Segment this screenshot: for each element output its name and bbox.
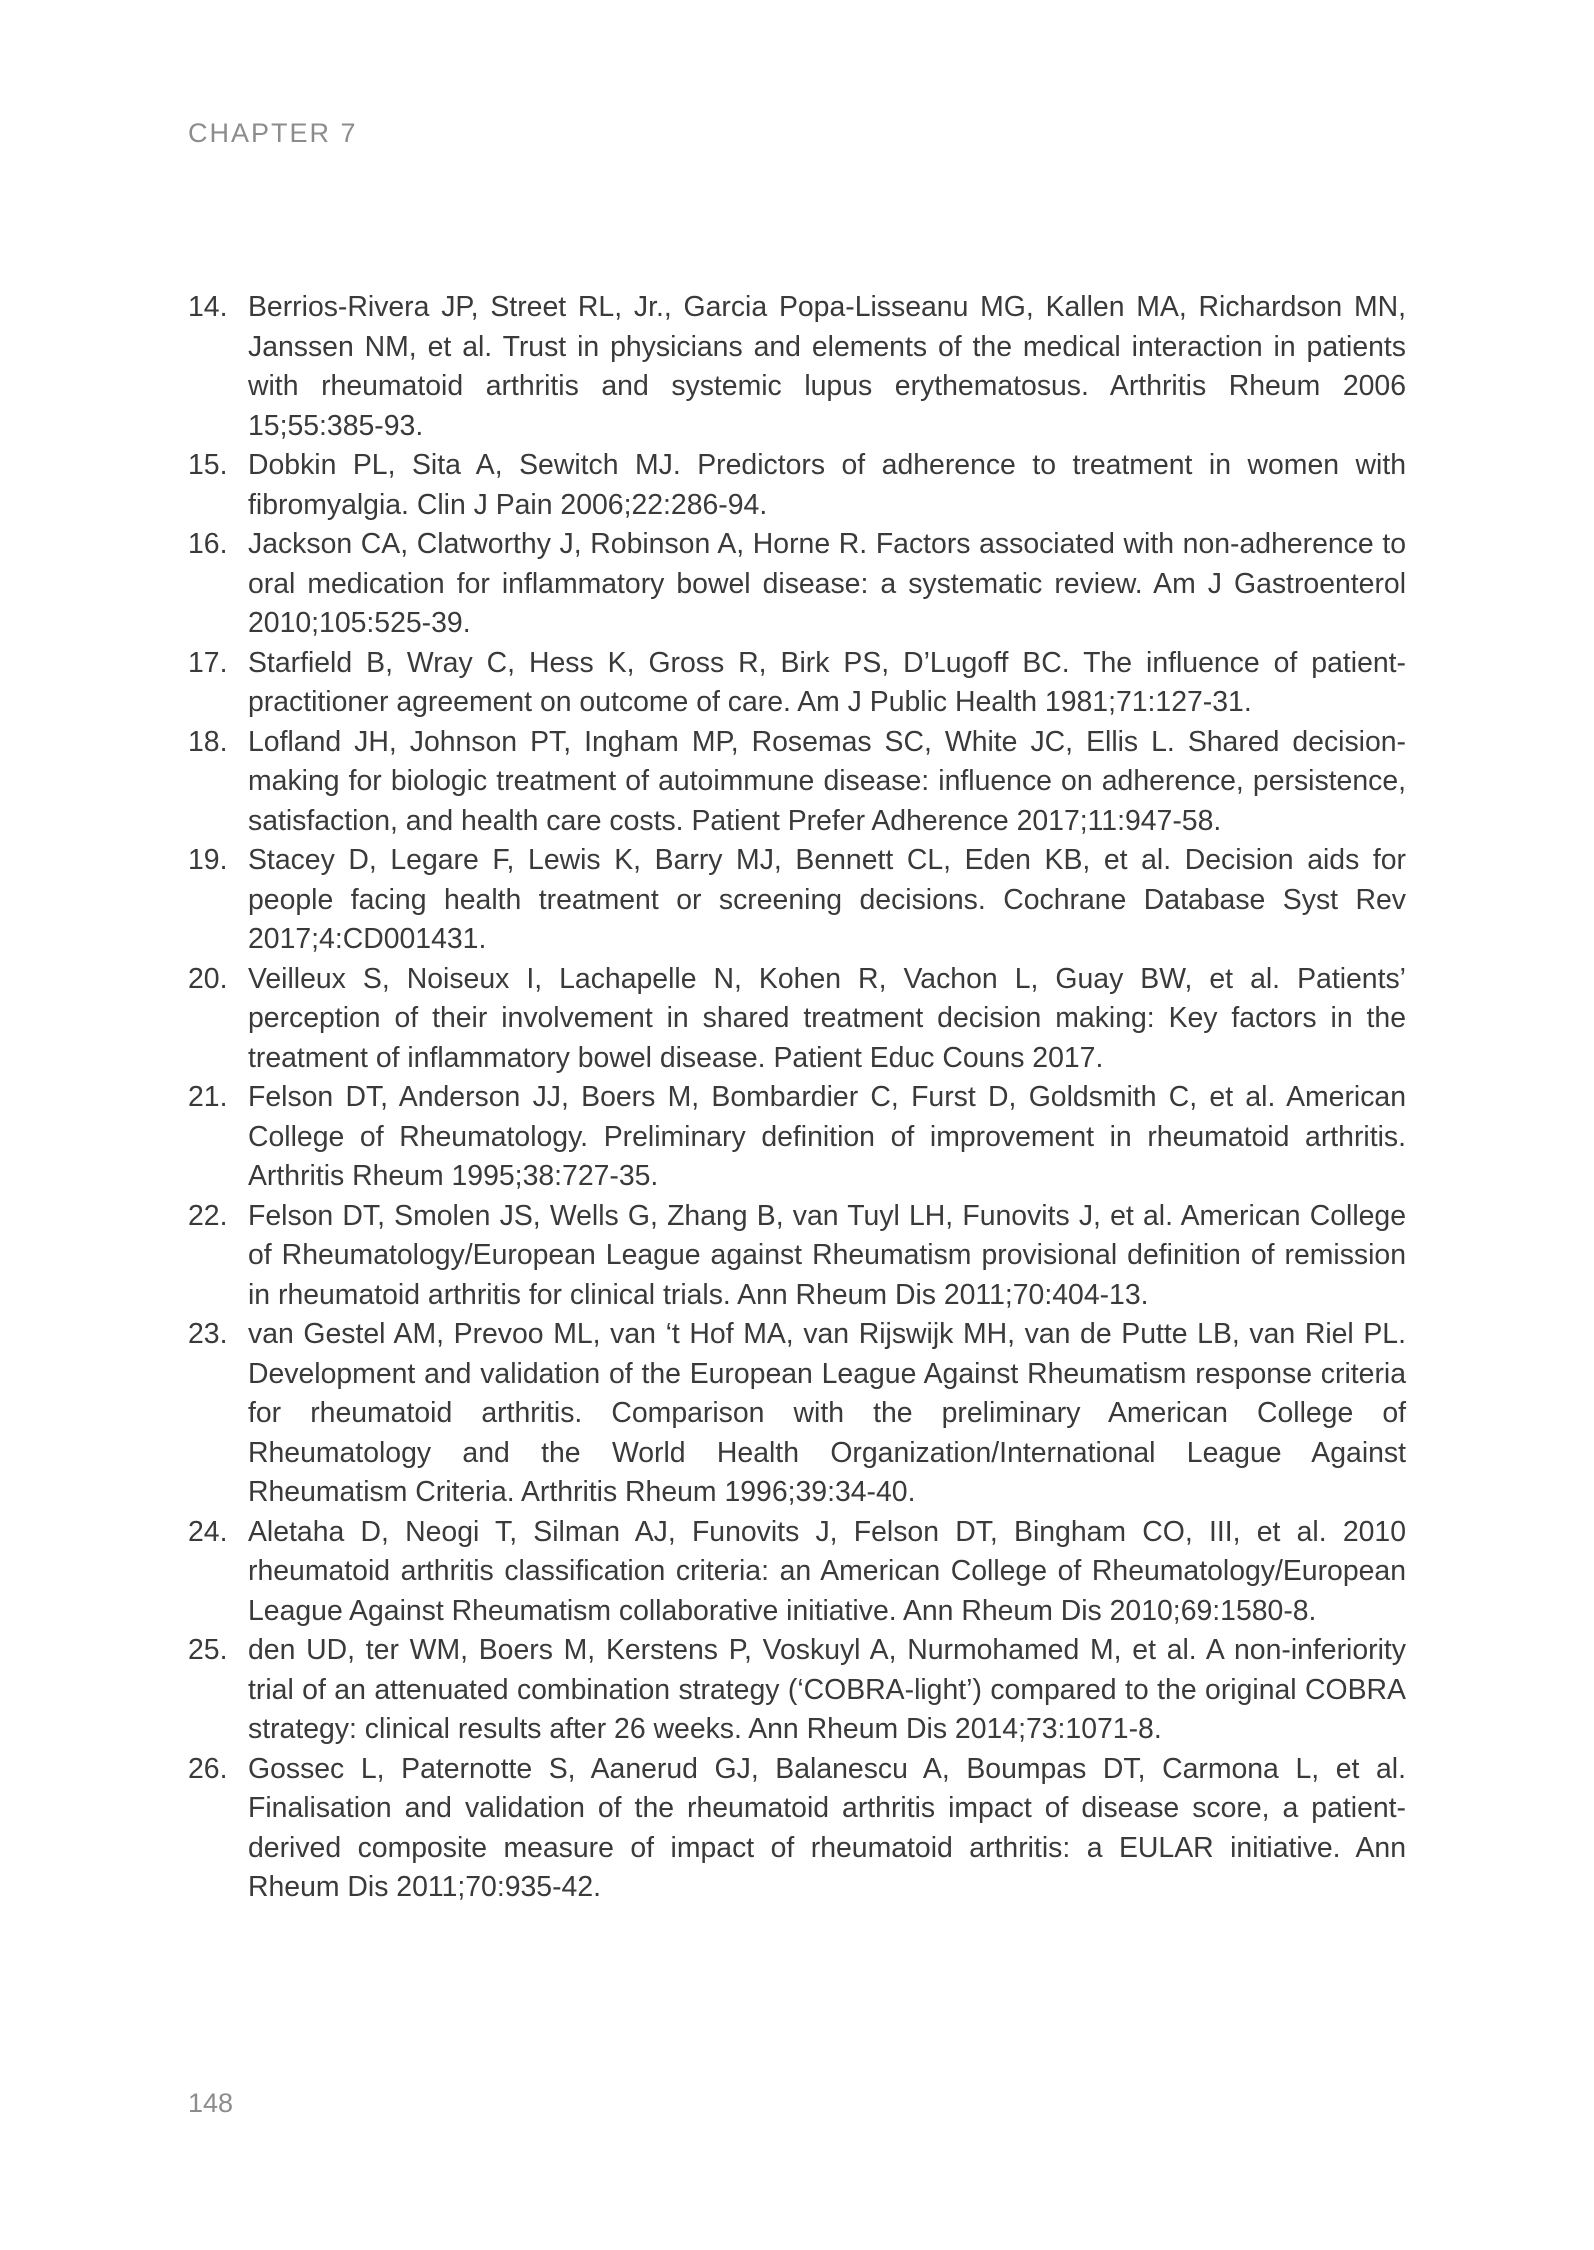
reference-number: 17. bbox=[188, 646, 228, 679]
reference-text: Berrios-Rivera JP, Street RL, Jr., Garcia Popa-Lisseanu MG, Kallen MA, Richardson MN, Janssen NM, et al. Trust in physicians and elements of the medical interaction in patients with rheumatoid arthritis and systemic lupus erythematosus. Arthritis Rheum 2006 15;55:385-93. bbox=[248, 291, 1406, 442]
reference-number: 25. bbox=[188, 1634, 228, 1666]
reference-item bbox=[188, 841, 1406, 960]
reference-number: 20. bbox=[188, 962, 228, 995]
reference-number: 18. bbox=[188, 725, 228, 758]
reference-text: Felson DT, Anderson JJ, Boers M, Bombardier C, Furst D, Goldsmith C, et al. American College of Rheumatology. Preliminary definition of improvement in rheumatoid arthritis. Arthritis Rheum 1995;38:727-35. bbox=[248, 1081, 1406, 1192]
reference-item bbox=[188, 644, 1406, 723]
reference-item bbox=[188, 446, 1406, 525]
reference-text: Lofland JH, Johnson PT, Ingham MP, Rosemas SC, White JC, Ellis L. Shared decision-making for biologic treatment of autoimmune disease: influence on adherence, persistence, satisfaction, and health care costs. Patient Prefer Adherence 2017;11:947-58. bbox=[248, 725, 1406, 837]
reference-number: 24. bbox=[188, 1515, 228, 1548]
reference-item bbox=[188, 1078, 1406, 1197]
reference-text: Gossec L, Paternotte S, Aanerud GJ, Balanescu A, Boumpas DT, Carmona L, et al. Finalisation and validation of the rheumatoid arthritis impact of disease score, a patient-derived composite measure of impact of rheumatoid arthritis: a EULAR initiative. Ann Rheum Dis 2011;70:935-42. bbox=[248, 1752, 1406, 1903]
reference-text: Stacey D, Legare F, Lewis K, Barry MJ, Bennett CL, Eden KB, et al. Decision aids for people facing health treatment or screening decisions. Cochrane Database Syst Rev 2017;4:CD001431. bbox=[248, 844, 1406, 955]
reference-number: 19. bbox=[188, 844, 228, 876]
reference-text: den UD, ter WM, Boers M, Kerstens P, Voskuyl A, Nurmohamed M, et al. A non-inferiority trial of an attenuated combination strategy (‘COBRA-light’) compared to the original COBRA strategy: clinical results after 26 weeks. Ann Rheum Dis 2014;73:1071-8. bbox=[248, 1634, 1406, 1745]
reference-item bbox=[188, 1513, 1406, 1632]
reference-number: 21. bbox=[188, 1081, 228, 1113]
reference-text: Starfield B, Wray C, Hess K, Gross R, Birk PS, D’Lugoff BC. The influence of patient-practitioner agreement on outcome of care. Am J Public Health 1981;71:127-31. bbox=[248, 646, 1406, 718]
reference-item bbox=[188, 723, 1406, 842]
reference-text: Felson DT, Smolen JS, Wells G, Zhang B, van Tuyl LH, Funovits J, et al. American College of Rheumatology/European League against Rheumatism provisional definition of remission in rheumatoid arthritis for clinical trials. Ann Rheum Dis 2011;70:404-13. bbox=[248, 1199, 1406, 1311]
reference-number: 14. bbox=[188, 291, 228, 323]
reference-item bbox=[188, 1315, 1406, 1513]
page-number: 148 bbox=[188, 2088, 234, 2118]
reference-number: 16. bbox=[188, 528, 228, 560]
reference-number: 22. bbox=[188, 1199, 228, 1232]
reference-number: 23. bbox=[188, 1318, 228, 1350]
reference-text: Jackson CA, Clatworthy J, Robinson A, Horne R. Factors associated with non-adherence to oral medication for inflammatory bowel disease: a systematic review. Am J Gastroenterol 2010;105:525-39. bbox=[248, 528, 1406, 639]
reference-number: 26. bbox=[188, 1752, 228, 1785]
reference-text: Aletaha D, Neogi T, Silman AJ, Funovits J, Felson DT, Bingham CO, III, et al. 2010 rheumatoid arthritis classification criteria: an American College of Rheumatology/European League Against Rheumatism collaborative initiative. Ann Rheum Dis 2010;69:1580-8. bbox=[248, 1515, 1406, 1627]
reference-item bbox=[188, 1750, 1406, 1908]
reference-text: Veilleux S, Noiseux I, Lachapelle N, Kohen R, Vachon L, Guay BW, et al. Patients’ perception of their involvement in shared treatment decision making: Key factors in the treatment of inflammatory bowel disease. Patient Educ Couns 2017. bbox=[248, 962, 1406, 1074]
reference-item bbox=[188, 288, 1406, 446]
chapter-header: CHAPTER 7 bbox=[188, 118, 358, 148]
reference-item bbox=[188, 1197, 1406, 1316]
reference-text: Dobkin PL, Sita A, Sewitch MJ. Predictors of adherence to treatment in women with fibromyalgia. Clin J Pain 2006;22:286-94. bbox=[248, 449, 1406, 521]
reference-item bbox=[188, 960, 1406, 1079]
reference-number: 15. bbox=[188, 449, 228, 481]
reference-item bbox=[188, 1631, 1406, 1750]
reference-item bbox=[188, 525, 1406, 644]
reference-list bbox=[188, 288, 1406, 1908]
reference-text: van Gestel AM, Prevoo ML, van ‘t Hof MA, van Rijswijk MH, van de Putte LB, van Riel PL. Development and validation of the European League Against Rheumatism response criteria for rheumatoid arthritis. Comparison with the preliminary American College of Rheumatology and the World Health Organization/International League Against Rheumatism Criteria. Arthritis Rheum 1996;39:34-40. bbox=[248, 1318, 1406, 1508]
